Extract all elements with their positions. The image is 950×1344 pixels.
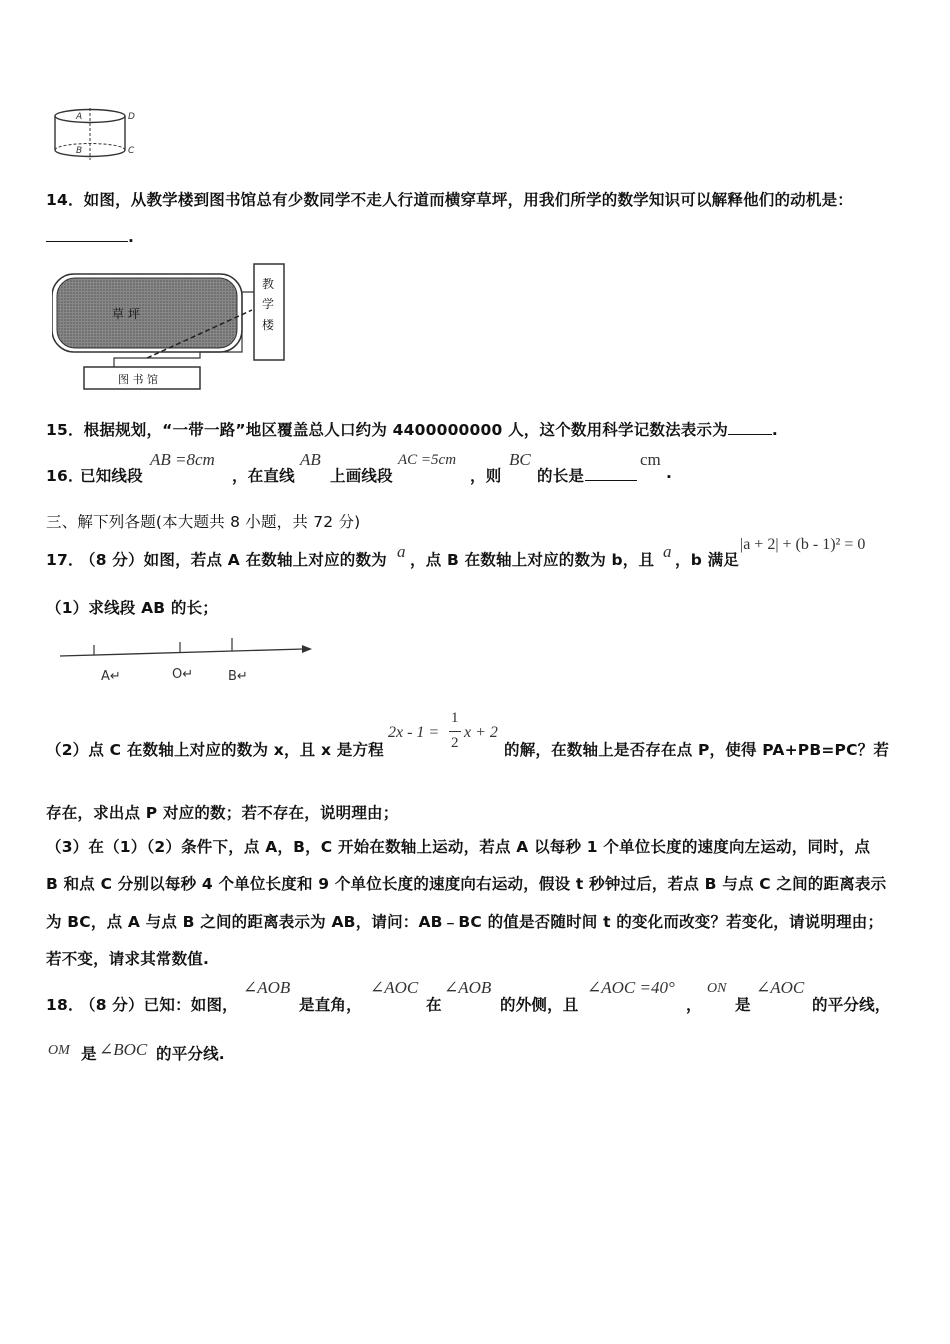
q14-end: .	[128, 228, 135, 246]
q17-part3-line3: 为 BC，点 A 与点 B 之间的距离表示为 AB，请问：AB﹣BC 的值是否随时间 t 的变化而改变？若变化，请说明理由；	[46, 913, 884, 931]
q17-part2-t2: 的解，在数轴上是否存在点 P，使得 PA+PB=PC？若	[504, 741, 890, 759]
q17-condition: |a + 2| + (b - 1)² = 0	[740, 536, 866, 553]
q15-number: 15．	[46, 421, 84, 439]
axis-label-b: B↵	[228, 669, 248, 684]
q18-aoc: ∠AOC	[370, 978, 419, 997]
q18-t2: 是直角，	[299, 996, 362, 1014]
cylinder-label-d: D	[128, 112, 135, 122]
q17-t2: ，点 B 在数轴上对应的数为 b，且	[410, 551, 655, 569]
building-char-1: 教	[262, 277, 275, 291]
q18-t6: 的平分线，	[812, 996, 891, 1014]
q16-unit: cm	[640, 450, 661, 469]
q17-eq-num: 1	[451, 710, 459, 726]
q17-t3: ，b 满足	[675, 551, 739, 569]
q18-comma: ，	[686, 996, 702, 1014]
q15-text: 根据规划，“一带一路”地区覆盖总人口约为 4400000000 人，这个数用科学记数法表示为	[83, 421, 728, 439]
q17-eq-den: 2	[451, 735, 459, 751]
q17-t1: （8 分）如图，若点 A 在数轴上对应的数为	[80, 551, 387, 569]
q16-ac-eq: AC =5cm	[398, 452, 457, 468]
q18-on: ON	[707, 981, 727, 996]
number-line-figure	[56, 632, 326, 690]
q18-t1: （8 分）已知：如图，	[80, 996, 238, 1014]
q15-end: .	[771, 421, 778, 439]
q17-part2-line2: 存在，求出点 P 对应的数；若不存在，说明理由；	[46, 804, 399, 822]
q18-aoc2: ∠AOC	[756, 978, 805, 997]
q15-answer-blank[interactable]	[728, 422, 772, 435]
q17-part3-line2: B 和点 C 分别以每秒 4 个单位长度和 9 个单位长度的速度向右运动，假设 t 秒钟过后，若点 B 与点 C 之间的距离表示	[46, 875, 887, 893]
building-char-2: 学	[262, 297, 275, 311]
q17-eq-right: x + 2	[464, 724, 498, 741]
q14-number: 14．	[46, 191, 84, 209]
q16-t1: 已知线段	[80, 467, 143, 485]
cylinder-label-c: C	[128, 146, 135, 156]
q17-part3-line1: （3）在（1）（2）条件下，点 A，B，C 开始在数轴上运动，若点 A 以每秒 1 个单位长度的速度向左运动，同时，点	[46, 838, 871, 856]
q16-t2: ，在直线	[232, 467, 295, 485]
q17-eq-left: 2x - 1 =	[388, 724, 440, 741]
q18-t5: 是	[735, 996, 751, 1014]
cylinder-label-a: A	[76, 112, 83, 122]
lawn-label: 草 坪	[112, 307, 140, 321]
q17-a: a	[397, 542, 406, 561]
cylinder-figure	[48, 104, 148, 168]
q18-t8: 的平分线.	[156, 1045, 225, 1063]
q18-t7: 是	[81, 1045, 97, 1063]
q14-answer-blank[interactable]	[46, 229, 128, 242]
q18-aoc-eq: ∠AOC =40°	[587, 978, 675, 997]
q14-line1	[46, 188, 853, 210]
library-label: 图 书 馆	[118, 373, 158, 386]
cylinder-label-b: B	[76, 146, 83, 156]
number-line-arrow	[302, 645, 312, 653]
q17-number: 17．	[46, 551, 84, 569]
q16-ab: AB	[300, 450, 321, 469]
q14-text: 如图，从教学楼到图书馆总有少数同学不走人行道而横穿草坪，用我们所学的数学知识可以解释他们的动机是：	[83, 191, 853, 209]
q14-campus-figure	[52, 262, 292, 392]
axis-label-o: O↵	[172, 667, 194, 682]
q18-number: 18．	[46, 996, 84, 1014]
q16-answer-blank[interactable]	[585, 466, 637, 481]
q17-part2-t1: （2）点 C 在数轴上对应的数为 x，且 x 是方程	[46, 741, 384, 759]
q14-line2	[46, 228, 134, 246]
q18-t3: 在	[426, 996, 442, 1014]
q18-aob: ∠AOB	[243, 978, 291, 997]
q16-bc: BC	[509, 450, 531, 469]
lawn	[57, 278, 237, 348]
building-char-3: 楼	[262, 318, 275, 332]
q17-part1: （1）求线段 AB 的长；	[46, 599, 218, 617]
q17-a2: a	[663, 542, 672, 561]
q16-t3: 上画线段	[330, 467, 393, 485]
q16-t5: 的长是	[537, 467, 585, 485]
axis-label-a: A↵	[101, 669, 121, 684]
number-line	[60, 649, 304, 656]
q18-boc: ∠BOC	[99, 1040, 148, 1059]
q16-end: .	[666, 464, 673, 482]
q16-t4: ，则	[470, 467, 502, 485]
q16-ab-eq: AB =8cm	[150, 450, 215, 469]
q18-om: OM	[48, 1043, 70, 1058]
q18-t4: 的外侧，且	[500, 996, 579, 1014]
q16-number: 16．	[46, 467, 84, 485]
q18-aob2: ∠AOB	[444, 978, 492, 997]
q15-line	[46, 418, 778, 440]
q17-part3-line4: 若不变，请求其常数值.	[46, 950, 210, 968]
q17-eq-fraction-bar	[449, 731, 461, 732]
section3-title: 三、解下列各题(本大题共 8 小题，共 72 分)	[46, 513, 361, 531]
